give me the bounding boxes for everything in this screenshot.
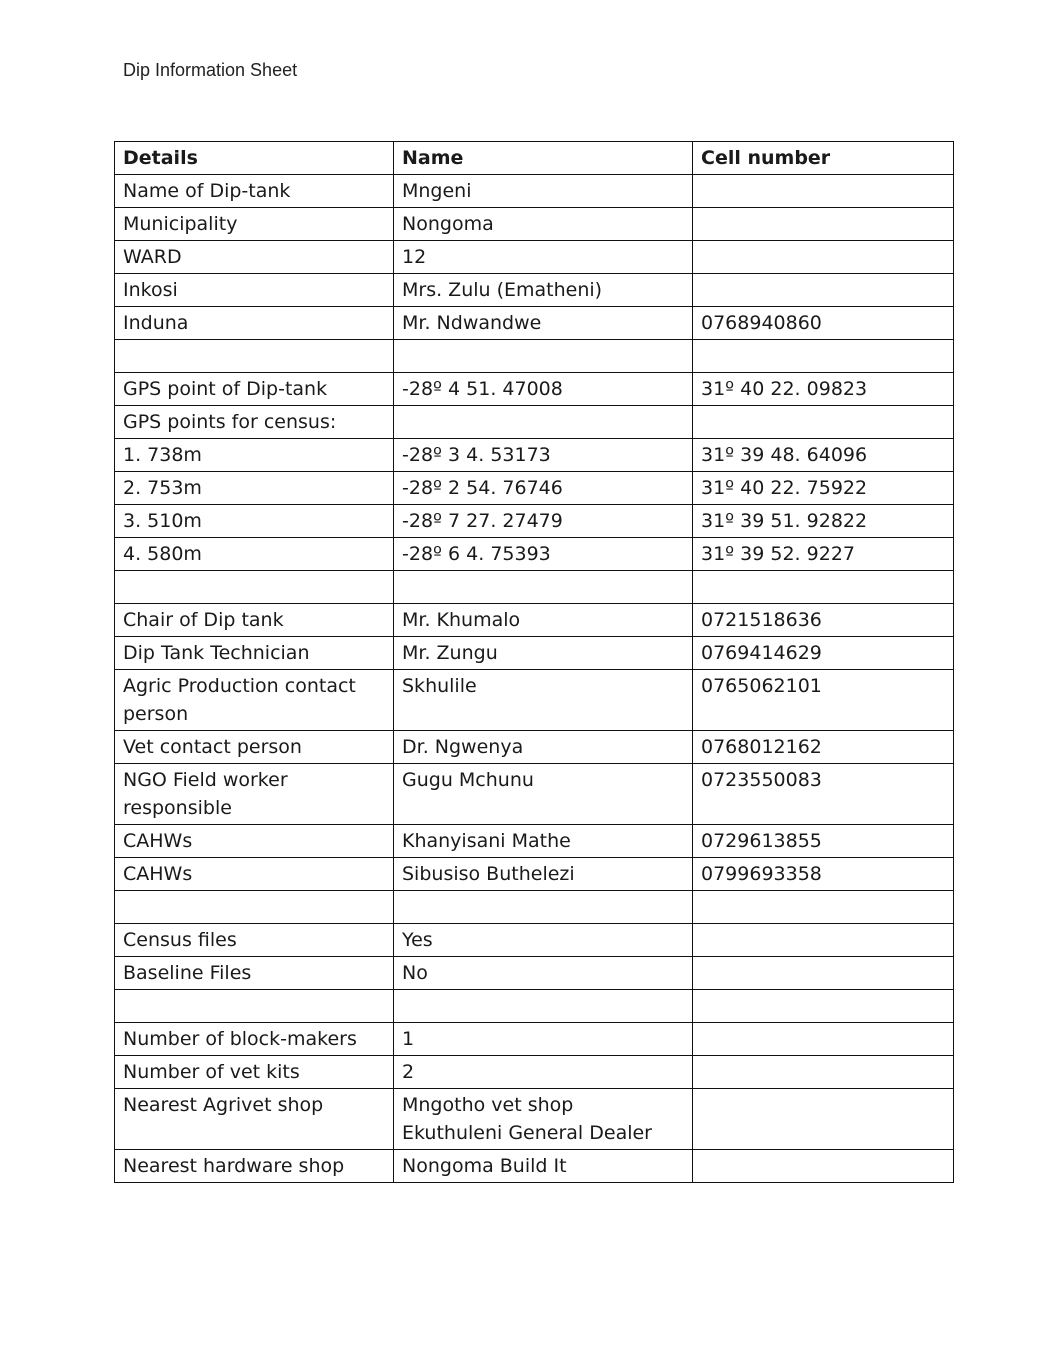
name-cell: [394, 406, 693, 439]
details-cell: Chair of Dip tank: [115, 604, 394, 637]
cell-number-cell: 0768940860: [693, 307, 954, 340]
details-cell: 3. 510m: [115, 505, 394, 538]
header-details: Details: [115, 142, 394, 175]
details-cell: Nearest Agrivet shop: [115, 1089, 394, 1150]
cell-number-cell: [693, 990, 954, 1023]
name-cell: Mr. Khumalo: [394, 604, 693, 637]
name-cell: [394, 571, 693, 604]
table-row: [115, 604, 954, 637]
table-row: [115, 340, 954, 373]
name-cell: Mngotho vet shop Ekuthuleni General Dealer: [394, 1089, 693, 1150]
details-cell: NGO Field worker responsible: [115, 764, 394, 825]
cell-number-cell: 0721518636: [693, 604, 954, 637]
cell-number-cell: 31º 39 52. 9227: [693, 538, 954, 571]
table-row: [115, 406, 954, 439]
document-title: Dip Information Sheet: [123, 60, 298, 80]
details-cell: Nearest hardware shop: [115, 1150, 394, 1183]
name-cell: Mr. Zungu: [394, 637, 693, 670]
name-cell: [394, 891, 693, 924]
name-cell: Dr. Ngwenya: [394, 731, 693, 764]
details-cell: [115, 990, 394, 1023]
cell-number-cell: [693, 1150, 954, 1183]
header-name: Name: [394, 142, 693, 175]
details-cell: Baseline Files: [115, 957, 394, 990]
table-row: [115, 175, 954, 208]
name-cell: Khanyisani Mathe: [394, 825, 693, 858]
name-cell: Yes: [394, 924, 693, 957]
details-cell: Number of vet kits: [115, 1056, 394, 1089]
name-cell: Mrs. Zulu (Ematheni): [394, 274, 693, 307]
cell-number-cell: [693, 340, 954, 373]
cell-number-cell: [693, 1089, 954, 1150]
cell-number-cell: [693, 1023, 954, 1056]
cell-number-cell: 0768012162: [693, 731, 954, 764]
name-cell: 1: [394, 1023, 693, 1056]
name-cell: Gugu Mchunu: [394, 764, 693, 825]
details-cell: Vet contact person: [115, 731, 394, 764]
name-cell: Sibusiso Buthelezi: [394, 858, 693, 891]
details-cell: Census files: [115, 924, 394, 957]
cell-number-cell: [693, 1056, 954, 1089]
table-row: [115, 505, 954, 538]
table-header-row: [115, 142, 954, 175]
table-row: [115, 1089, 954, 1150]
name-cell: Mngeni: [394, 175, 693, 208]
table-row: [115, 1056, 954, 1089]
details-cell: 4. 580m: [115, 538, 394, 571]
cell-number-cell: [693, 241, 954, 274]
details-cell: CAHWs: [115, 825, 394, 858]
table-body: [115, 175, 954, 1183]
cell-number-cell: 0729613855: [693, 825, 954, 858]
details-cell: Number of block-makers: [115, 1023, 394, 1056]
cell-number-cell: 31º 39 51. 92822: [693, 505, 954, 538]
details-cell: [115, 571, 394, 604]
name-cell: -28º 2 54. 76746: [394, 472, 693, 505]
name-cell: Mr. Ndwandwe: [394, 307, 693, 340]
table-row: [115, 1023, 954, 1056]
name-cell: -28º 4 51. 47008: [394, 373, 693, 406]
table-row: [115, 825, 954, 858]
details-cell: GPS point of Dip-tank: [115, 373, 394, 406]
details-cell: 1. 738m: [115, 439, 394, 472]
table-row: [115, 670, 954, 731]
name-cell: No: [394, 957, 693, 990]
details-cell: Municipality: [115, 208, 394, 241]
table-row: [115, 208, 954, 241]
details-cell: [115, 340, 394, 373]
cell-number-cell: 0765062101: [693, 670, 954, 731]
table-row: [115, 731, 954, 764]
table-row: [115, 990, 954, 1023]
name-cell: Nongoma Build It: [394, 1150, 693, 1183]
table-row: [115, 241, 954, 274]
table-row: [115, 307, 954, 340]
details-cell: GPS points for census:: [115, 406, 394, 439]
cell-number-cell: 31º 39 48. 64096: [693, 439, 954, 472]
table-row: [115, 764, 954, 825]
cell-number-cell: [693, 175, 954, 208]
header-cell-number: Cell number: [693, 142, 954, 175]
cell-number-cell: [693, 406, 954, 439]
table-row: [115, 439, 954, 472]
details-cell: CAHWs: [115, 858, 394, 891]
table-row: [115, 373, 954, 406]
table-row: [115, 924, 954, 957]
name-cell: Skhulile: [394, 670, 693, 731]
name-cell: 12: [394, 241, 693, 274]
details-cell: Agric Production contact person: [115, 670, 394, 731]
table-row: [115, 891, 954, 924]
details-cell: [115, 891, 394, 924]
table-row: [115, 472, 954, 505]
cell-number-cell: [693, 891, 954, 924]
name-cell: -28º 6 4. 75393: [394, 538, 693, 571]
table-row: [115, 637, 954, 670]
name-cell: [394, 340, 693, 373]
cell-number-cell: [693, 208, 954, 241]
cell-number-cell: 0723550083: [693, 764, 954, 825]
cell-number-cell: [693, 957, 954, 990]
details-cell: Name of Dip-tank: [115, 175, 394, 208]
dip-info-table: [114, 141, 954, 1183]
details-cell: 2. 753m: [115, 472, 394, 505]
cell-number-cell: 31º 40 22. 75922: [693, 472, 954, 505]
details-cell: Dip Tank Technician: [115, 637, 394, 670]
cell-number-cell: 31º 40 22. 09823: [693, 373, 954, 406]
name-cell: [394, 990, 693, 1023]
table-row: [115, 538, 954, 571]
cell-number-cell: [693, 924, 954, 957]
cell-number-cell: [693, 274, 954, 307]
name-cell: Nongoma: [394, 208, 693, 241]
table-row: [115, 957, 954, 990]
details-cell: Induna: [115, 307, 394, 340]
name-cell: -28º 7 27. 27479: [394, 505, 693, 538]
name-cell: -28º 3 4. 53173: [394, 439, 693, 472]
table-row: [115, 1150, 954, 1183]
table-row: [115, 274, 954, 307]
table-row: [115, 571, 954, 604]
details-cell: Inkosi: [115, 274, 394, 307]
cell-number-cell: [693, 571, 954, 604]
name-cell: 2: [394, 1056, 693, 1089]
cell-number-cell: 0769414629: [693, 637, 954, 670]
details-cell: WARD: [115, 241, 394, 274]
cell-number-cell: 0799693358: [693, 858, 954, 891]
table-row: [115, 858, 954, 891]
